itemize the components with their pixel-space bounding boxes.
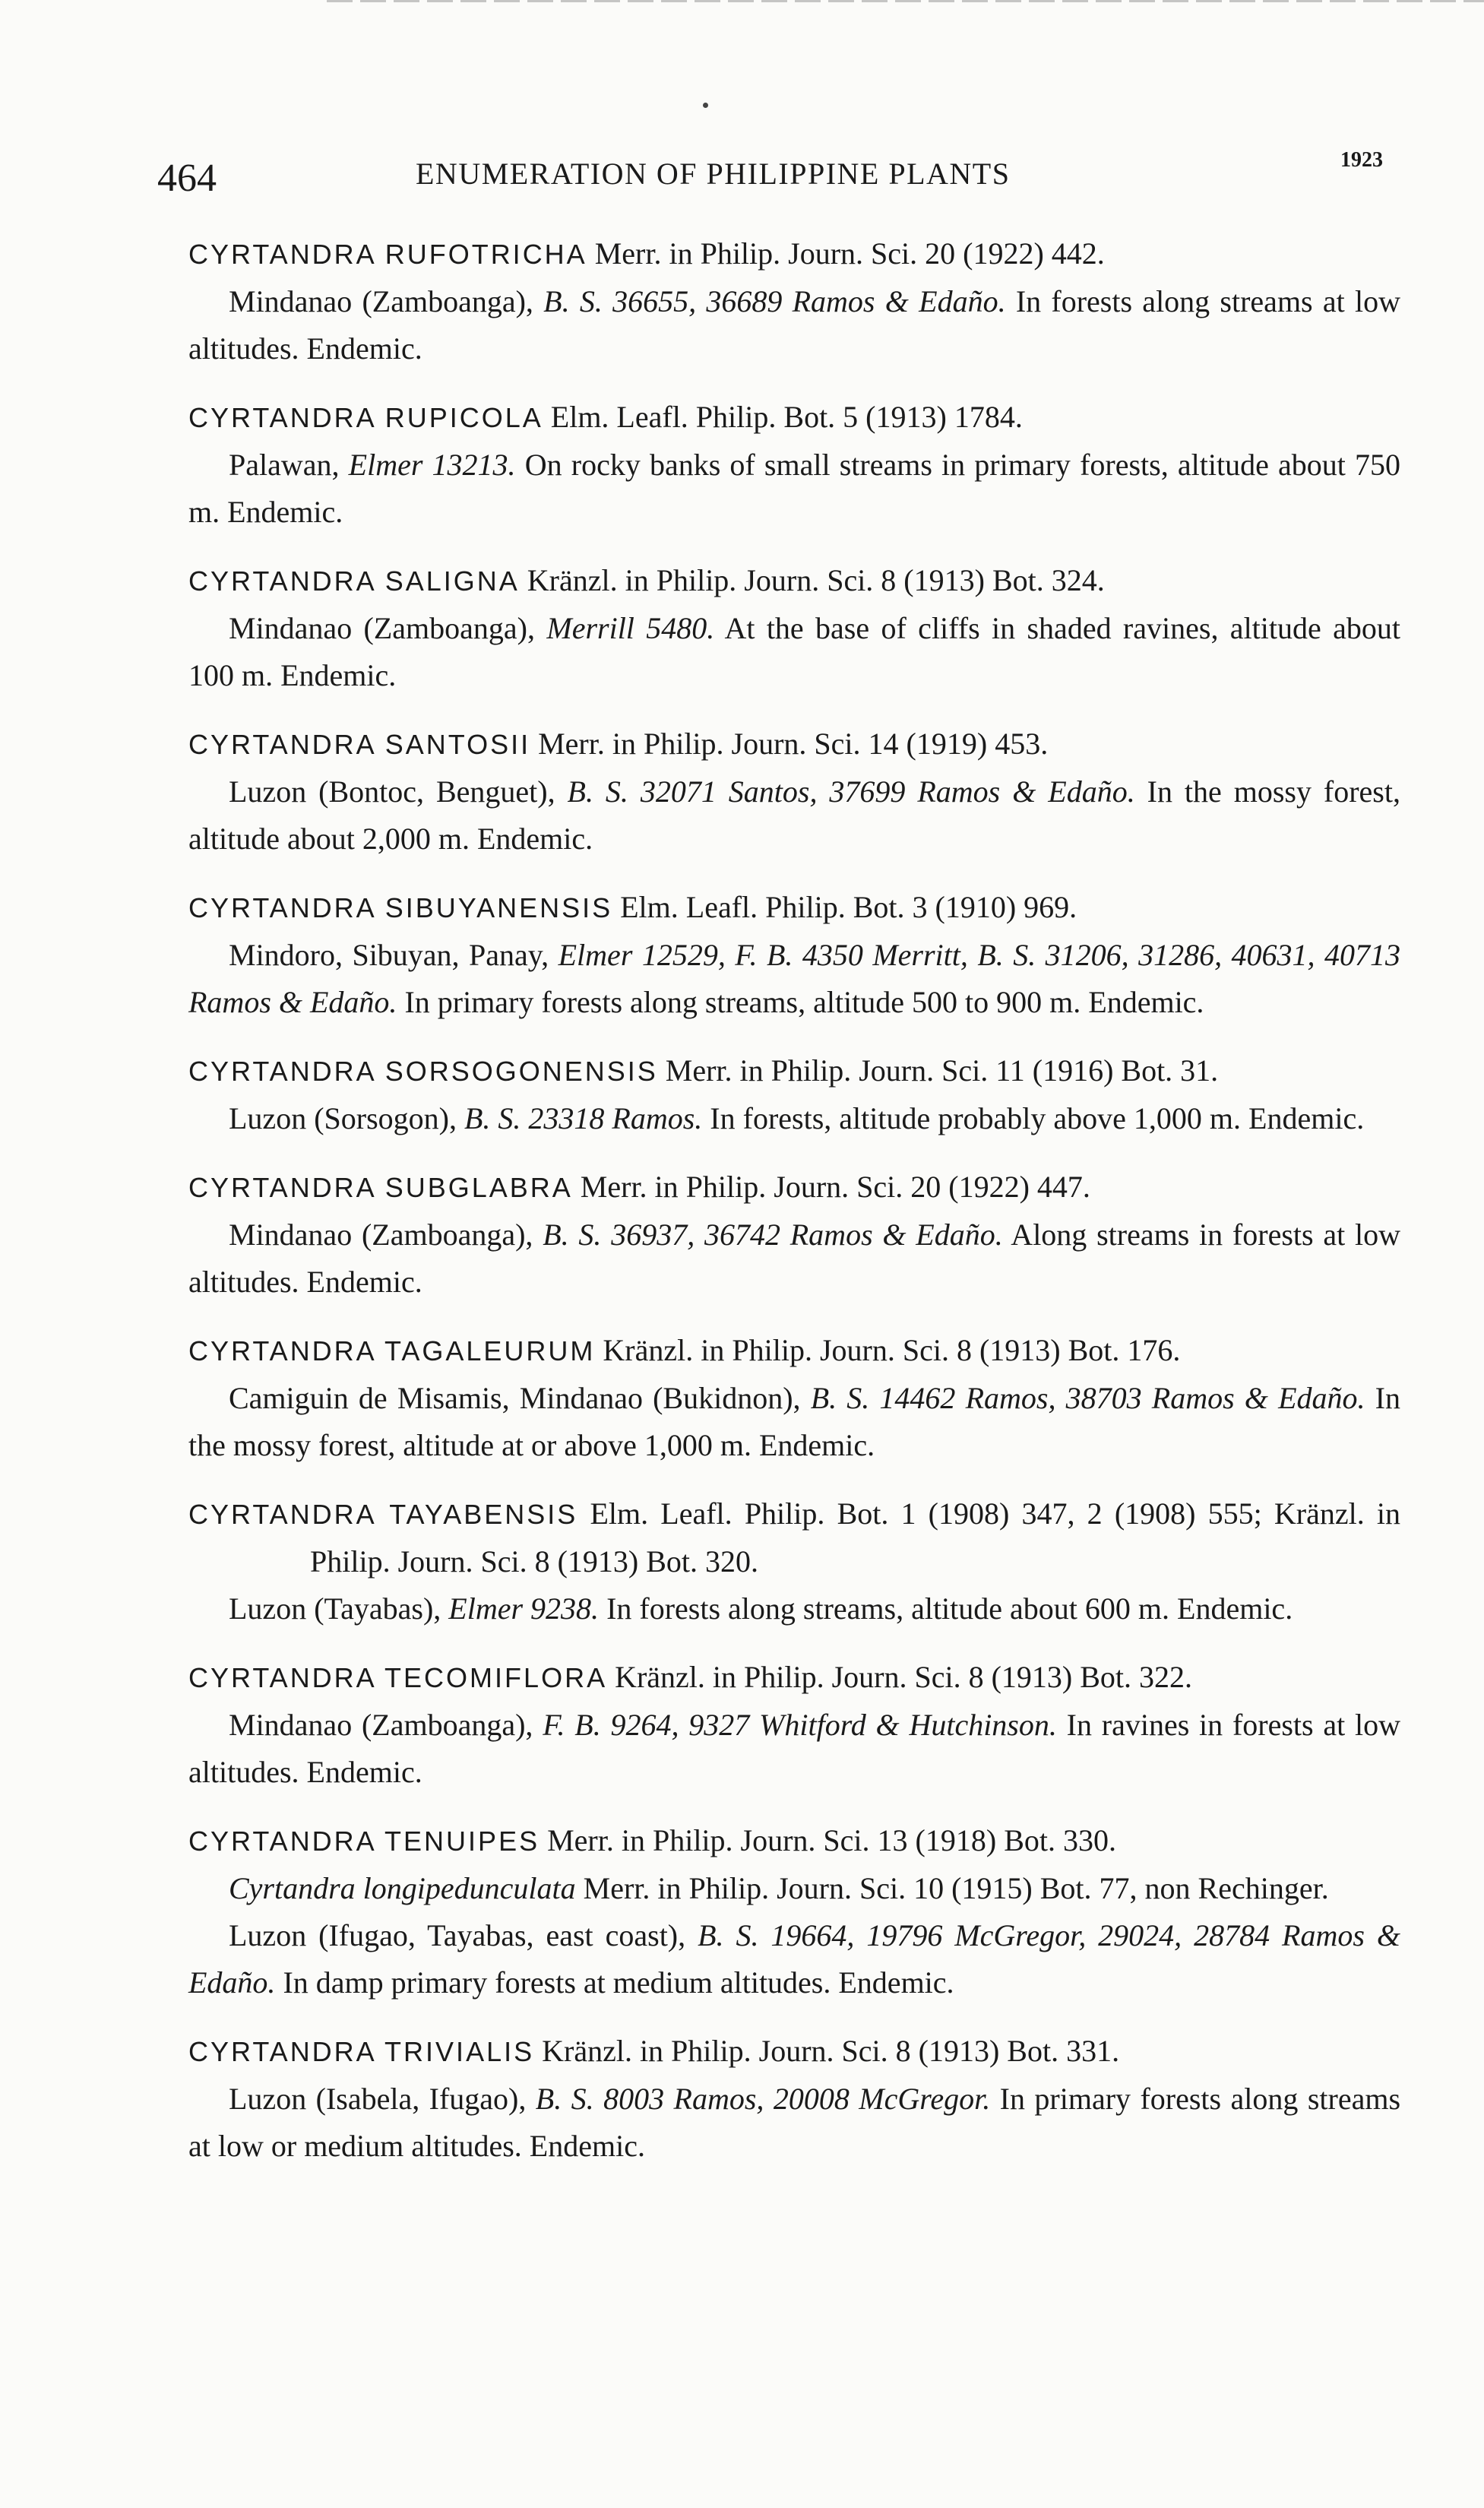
species-name: CYRTANDRA TECOMIFLORA: [188, 1662, 608, 1693]
running-title: ENUMERATION OF PHILIPPINE PLANTS: [416, 157, 1011, 191]
entry-description: Mindanao (Zamboanga), B. S. 36937, 36742 Ramos & Edaño. Along streams in forests at low altitudes. Endemic.: [188, 1218, 1400, 1299]
species-entry: [188, 1164, 1400, 1306]
collection-numbers: B. S. 32071 Santos, 37699 Ramos & Edaño.: [567, 774, 1135, 809]
citation: Merr. in Philip. Journ. Sci. 11 (1916) Bot. 31.: [665, 1053, 1219, 1088]
species-name: CYRTANDRA SANTOSII: [188, 729, 531, 760]
collection-numbers: B. S. 19664, 19796 McGregor, 29024, 28784 Ramos & Edaño.: [188, 1918, 1400, 2000]
collection-numbers: B. S. 36655, 36689 Ramos & Edaño.: [543, 284, 1006, 318]
synonym-line: [188, 1865, 1400, 1912]
entry-heading: [188, 1327, 1400, 1375]
collection-numbers: F. B. 9264, 9327 Whitford & Hutchinson.: [543, 1708, 1057, 1742]
scan-speck: [703, 103, 708, 108]
page-header: [157, 148, 1383, 201]
entry-heading: [188, 2028, 1400, 2076]
species-name: CYRTANDRA RUFOTRICHA: [188, 239, 587, 270]
citation: Elm. Leafl. Philip. Bot. 5 (1913) 1784.: [550, 400, 1023, 434]
synonym-citation: Merr. in Philip. Journ. Sci. 10 (1915) Bot. 77, non Rechinger.: [583, 1871, 1329, 1905]
entry-heading: [188, 230, 1400, 278]
entry-heading: [188, 557, 1400, 605]
entry-description: Mindanao (Zamboanga), B. S. 36655, 36689 Ramos & Edaño. In forests along streams at low altitudes. Endemic.: [188, 284, 1401, 366]
entry-description: Luzon (Sorsogon), B. S. 23318 Ramos. In forests, altitude probably above 1,000 m. Endemic.: [229, 1101, 1365, 1135]
citation: Kränzl. in Philip. Journ. Sci. 8 (1913) Bot. 322.: [615, 1660, 1193, 1694]
species-entry: [188, 1490, 1400, 1632]
species-entry: [188, 1817, 1400, 2006]
species-entry: [188, 1327, 1400, 1469]
entry-heading: [188, 1490, 1400, 1585]
citation: Elm. Leafl. Philip. Bot. 1 (1908) 347, 2 (1908) 555; Kränzl. in Philip. Journ. Sci. 8 (1913) Bot. 320.: [310, 1496, 1401, 1579]
citation: Kränzl. in Philip. Journ. Sci. 8 (1913) Bot. 324.: [527, 563, 1105, 597]
collection-numbers: Elmer 12529, F. B. 4350 Merritt, B. S. 31206, 31286, 40631, 40713 Ramos & Edaño.: [188, 938, 1400, 1019]
entry-description: Luzon (Isabela, Ifugao), B. S. 8003 Ramos, 20008 McGregor. In primary forests along streams at low or medium altitudes. Endemic.: [188, 2082, 1401, 2163]
collection-numbers: B. S. 23318 Ramos.: [464, 1101, 703, 1135]
entry-description: Luzon (Tayabas), Elmer 9238. In forests along streams, altitude about 600 m. Endemic.: [229, 1591, 1293, 1626]
entry-description: Mindanao (Zamboanga), Merrill 5480. At the base of cliffs in shaded ravines, altitude about 100 m. Endemic.: [188, 611, 1401, 692]
scan-edge-line: [327, 0, 1484, 2]
collection-numbers: Elmer 13213.: [348, 448, 516, 482]
species-name: CYRTANDRA TAGALEURUM: [188, 1335, 596, 1366]
species-name: CYRTANDRA TRIVIALIS: [188, 2036, 535, 2067]
species-entry: [188, 720, 1400, 863]
species-entry: [188, 2028, 1400, 2170]
entry-heading: [188, 1164, 1400, 1211]
collection-numbers: Merrill 5480.: [546, 611, 715, 645]
species-name: CYRTANDRA SUBGLABRA: [188, 1172, 573, 1203]
species-entry: [188, 1654, 1400, 1796]
species-name: CYRTANDRA SALIGNA: [188, 565, 520, 597]
species-name: CYRTANDRA SORSOGONENSIS: [188, 1056, 658, 1087]
species-list: [188, 230, 1400, 2191]
species-name: CYRTANDRA TENUIPES: [188, 1826, 540, 1857]
collection-numbers: B. S. 36937, 36742 Ramos & Edaño.: [543, 1218, 1003, 1252]
header-year: 1923: [1340, 148, 1383, 172]
entry-heading: [188, 1047, 1400, 1095]
species-entry: [188, 394, 1400, 536]
entry-heading: [188, 720, 1400, 768]
entry-heading: [188, 884, 1400, 932]
citation: Kränzl. in Philip. Journ. Sci. 8 (1913) Bot. 331.: [542, 2034, 1120, 2068]
entry-heading: [188, 1817, 1400, 1865]
collection-numbers: B. S. 14462 Ramos, 38703 Ramos & Edaño.: [810, 1381, 1365, 1415]
species-name: CYRTANDRA SIBUYANENSIS: [188, 892, 613, 923]
citation: Merr. in Philip. Journ. Sci. 14 (1919) 453.: [538, 727, 1049, 761]
citation: Merr. in Philip. Journ. Sci. 20 (1922) 442.: [594, 236, 1105, 271]
collection-numbers: Elmer 9238.: [448, 1591, 600, 1626]
species-entry: [188, 1047, 1400, 1142]
citation: Kränzl. in Philip. Journ. Sci. 8 (1913) Bot. 176.: [603, 1333, 1181, 1367]
entry-heading: [188, 1654, 1400, 1702]
page-number: 464: [157, 157, 217, 200]
species-entry: [188, 884, 1400, 1026]
entry-description: Camiguin de Misamis, Mindanao (Bukidnon), B. S. 14462 Ramos, 38703 Ramos & Edaño. In the mossy forest, altitude at or above 1,000 m. Endemic.: [188, 1381, 1400, 1462]
entry-heading: [188, 394, 1400, 442]
species-entry: [188, 230, 1400, 372]
citation: Elm. Leafl. Philip. Bot. 3 (1910) 969.: [620, 890, 1077, 924]
entry-description: Luzon (Bontoc, Benguet), B. S. 32071 Santos, 37699 Ramos & Edaño. In the mossy forest, altitude about 2,000 m. Endemic.: [188, 774, 1400, 856]
entry-description: Mindanao (Zamboanga), F. B. 9264, 9327 Whitford & Hutchinson. In ravines in forests at low altitudes. Endemic.: [188, 1708, 1401, 1789]
species-entry: [188, 557, 1400, 699]
synonym-name: Cyrtandra longipedunculata: [229, 1871, 576, 1905]
entry-description: Luzon (Ifugao, Tayabas, east coast), B. S. 19664, 19796 McGregor, 29024, 28784 Ramos & Edaño. In damp primary forests at medium altitudes. Endemic.: [188, 1918, 1400, 2000]
citation: Merr. in Philip. Journ. Sci. 20 (1922) 447.: [580, 1170, 1090, 1204]
species-name: CYRTANDRA RUPICOLA: [188, 402, 543, 433]
collection-numbers: B. S. 8003 Ramos, 20008 McGregor.: [535, 2082, 991, 2116]
entry-description: Palawan, Elmer 13213. On rocky banks of small streams in primary forests, altitude about 750 m. Endemic.: [188, 448, 1400, 529]
citation: Merr. in Philip. Journ. Sci. 13 (1918) Bot. 330.: [547, 1823, 1116, 1857]
species-name: CYRTANDRA TAYABENSIS: [188, 1499, 578, 1530]
entry-description: Mindoro, Sibuyan, Panay, Elmer 12529, F. B. 4350 Merritt, B. S. 31206, 31286, 40631, 40713 Ramos & Edaño. In primary forests along streams, altitude 500 to 900 m. Endemic.: [188, 938, 1400, 1019]
